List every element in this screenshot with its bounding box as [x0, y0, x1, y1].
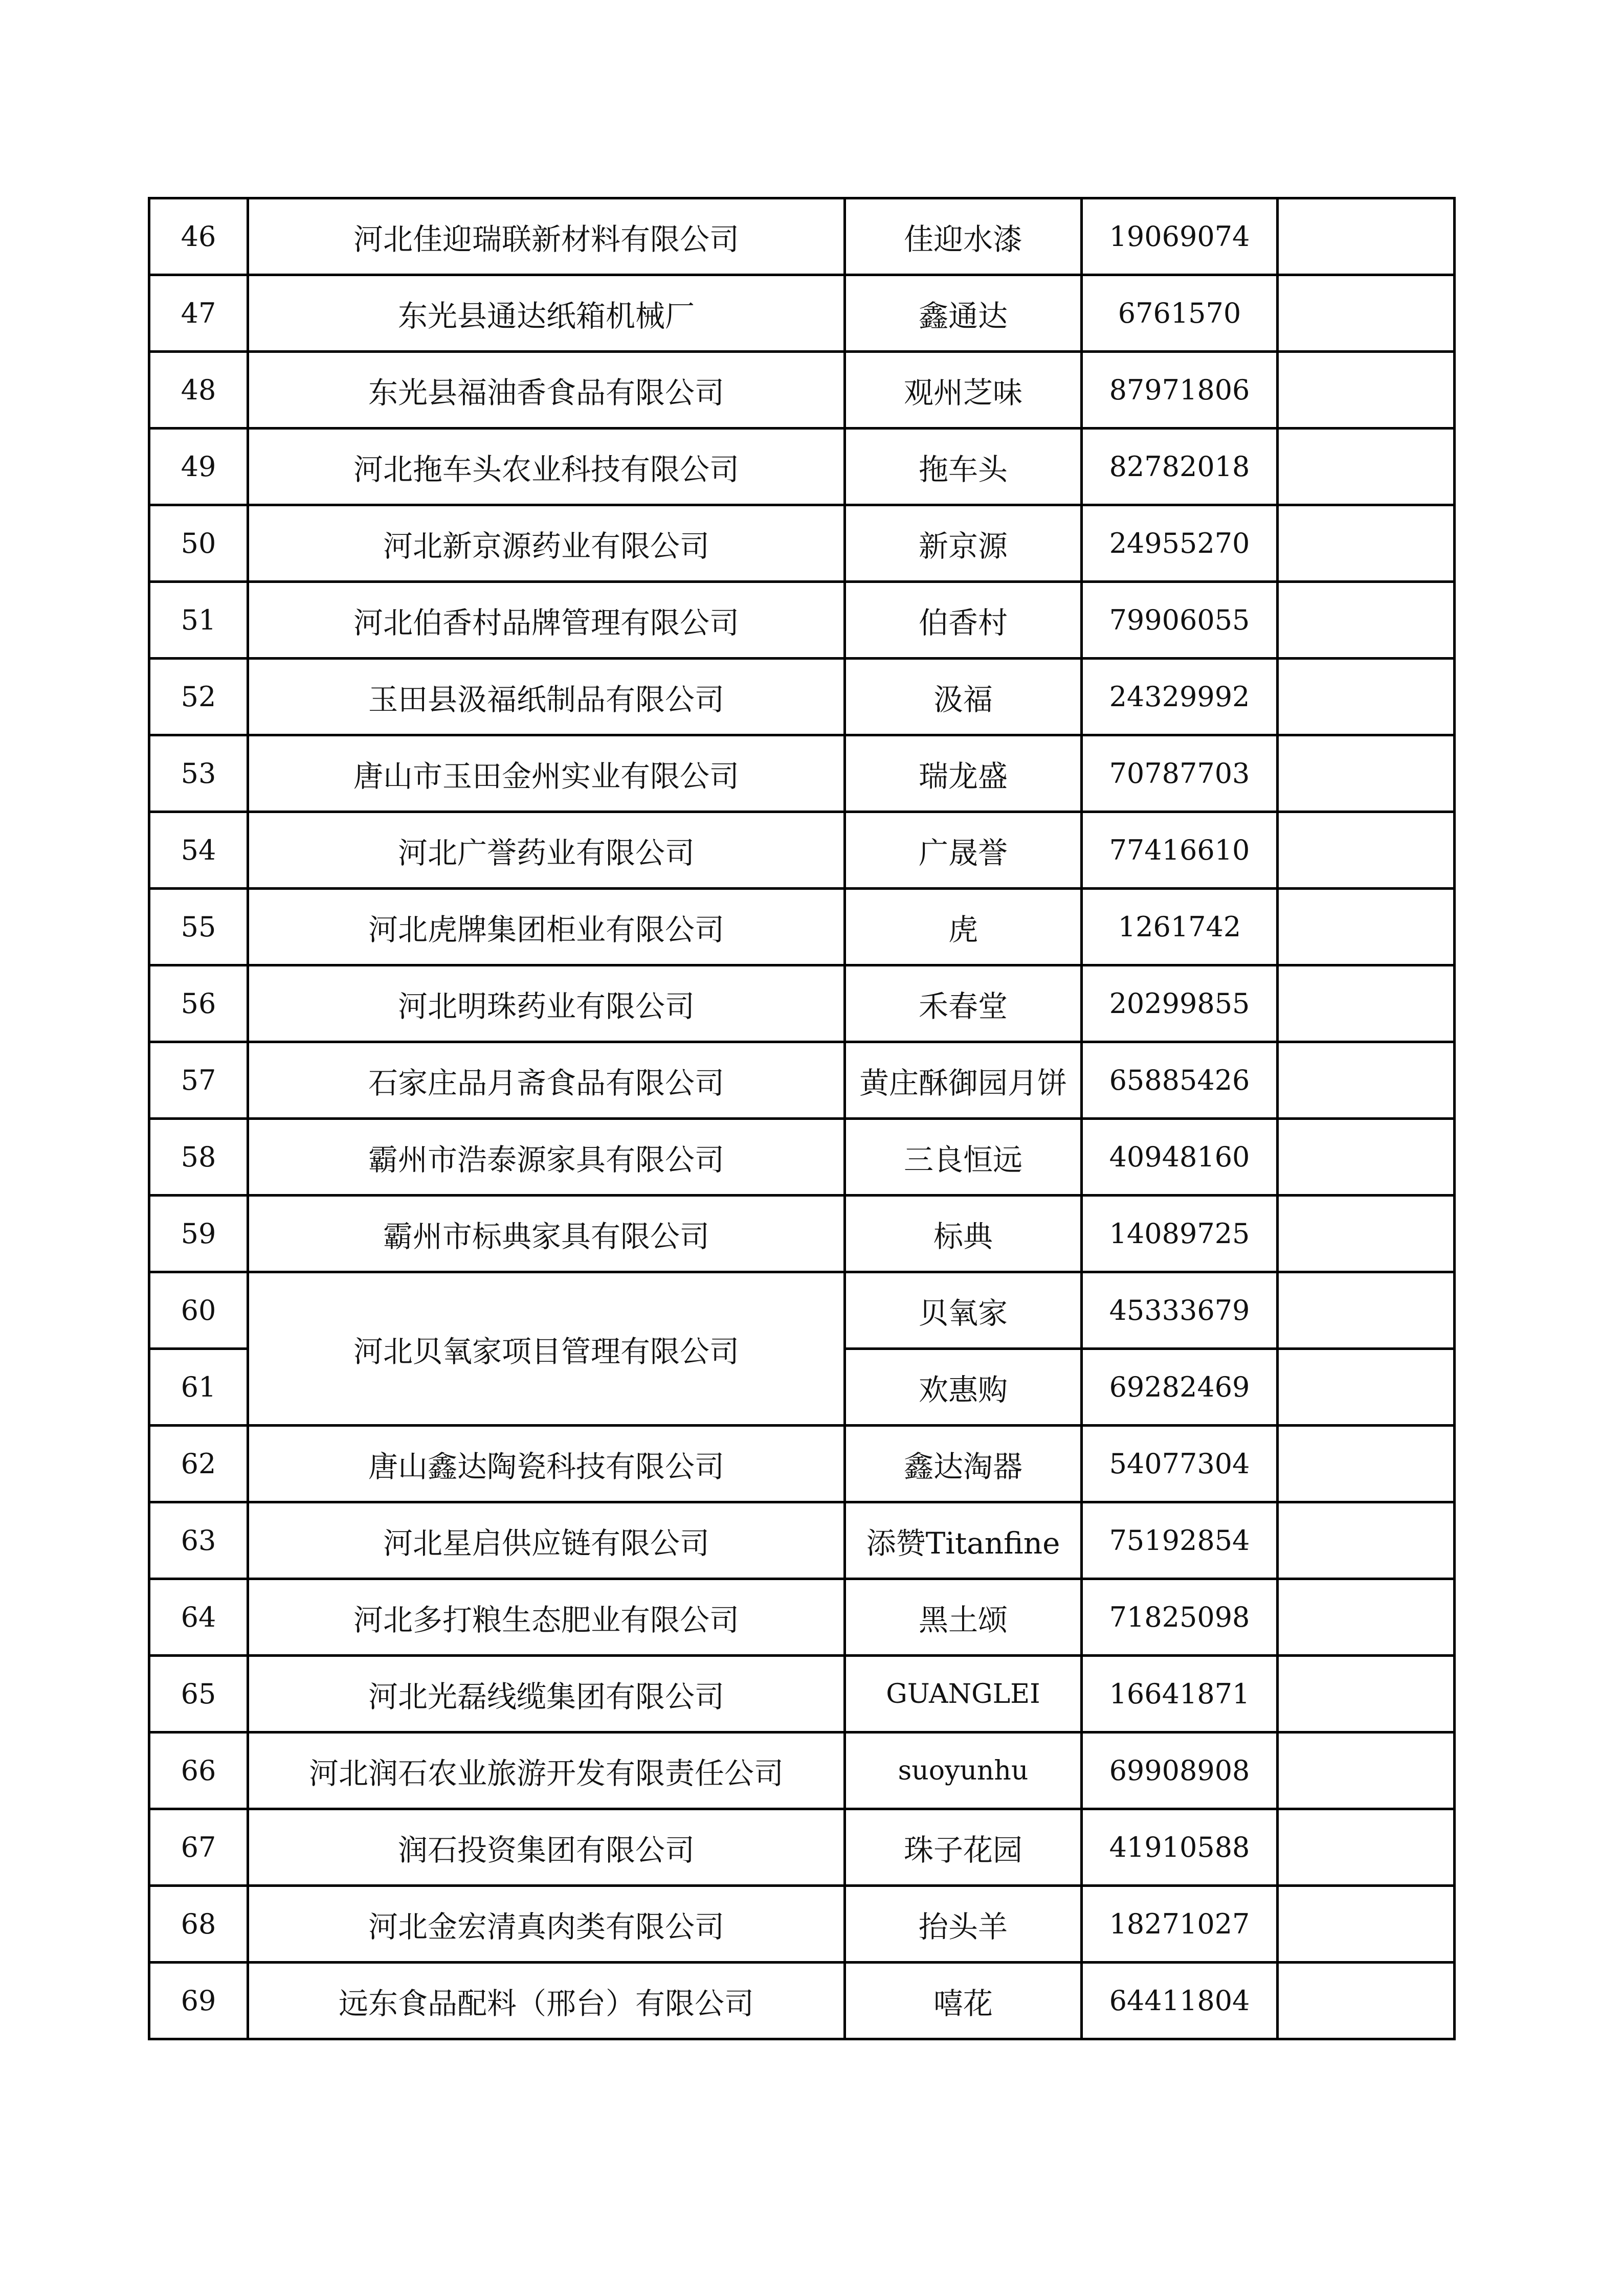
brand-name: 鑫通达	[845, 275, 1082, 352]
row-number: 58	[149, 1119, 248, 1196]
note-cell	[1278, 198, 1455, 275]
table-row	[149, 505, 1455, 582]
brand-name: 添赞Titanfine	[845, 1502, 1082, 1579]
brand-name: 三良恒远	[845, 1119, 1082, 1196]
row-number: 62	[149, 1426, 248, 1502]
registration-number: 71825098	[1082, 1579, 1278, 1656]
table-row	[149, 889, 1455, 965]
company-name: 霸州市标典家具有限公司	[248, 1196, 845, 1272]
brand-name: 佳迎水漆	[845, 198, 1082, 275]
brand-name: 拖车头	[845, 429, 1082, 505]
note-cell	[1278, 735, 1455, 812]
row-number: 69	[149, 1963, 248, 2039]
note-cell	[1278, 1272, 1455, 1349]
row-number: 48	[149, 352, 248, 429]
table-row	[149, 1119, 1455, 1196]
company-name: 石家庄品月斋食品有限公司	[248, 1042, 845, 1119]
company-name: 河北金宏清真肉类有限公司	[248, 1886, 845, 1963]
registration-number: 69908908	[1082, 1732, 1278, 1809]
row-number: 59	[149, 1196, 248, 1272]
company-name: 远东食品配料（邢台）有限公司	[248, 1963, 845, 2039]
registration-number: 40948160	[1082, 1119, 1278, 1196]
row-number: 68	[149, 1886, 248, 1963]
company-name: 河北润石农业旅游开发有限责任公司	[248, 1732, 845, 1809]
table-row	[149, 1579, 1455, 1656]
registration-number: 45333679	[1082, 1272, 1278, 1349]
table-body	[149, 198, 1455, 2039]
brand-name: 黑土颂	[845, 1579, 1082, 1656]
company-name: 东光县通达纸箱机械厂	[248, 275, 845, 352]
row-number: 50	[149, 505, 248, 582]
note-cell	[1278, 1963, 1455, 2039]
row-number: 55	[149, 889, 248, 965]
brand-name: 广晟誉	[845, 812, 1082, 889]
table-row	[149, 1272, 1455, 1349]
table-row	[149, 198, 1455, 275]
note-cell	[1278, 1656, 1455, 1732]
company-name: 唐山鑫达陶瓷科技有限公司	[248, 1426, 845, 1502]
registration-number: 19069074	[1082, 198, 1278, 275]
row-number: 61	[149, 1349, 248, 1426]
registration-number: 82782018	[1082, 429, 1278, 505]
registration-number: 1261742	[1082, 889, 1278, 965]
note-cell	[1278, 429, 1455, 505]
table-row	[149, 735, 1455, 812]
table-row	[149, 582, 1455, 659]
row-number: 54	[149, 812, 248, 889]
note-cell	[1278, 1042, 1455, 1119]
registration-number: 75192854	[1082, 1502, 1278, 1579]
note-cell	[1278, 275, 1455, 352]
row-number: 66	[149, 1732, 248, 1809]
table-row	[149, 1042, 1455, 1119]
brand-name: 虎	[845, 889, 1082, 965]
brand-name: 汲福	[845, 659, 1082, 735]
row-number: 51	[149, 582, 248, 659]
note-cell	[1278, 1426, 1455, 1502]
note-cell	[1278, 352, 1455, 429]
registration-number: 77416610	[1082, 812, 1278, 889]
company-name: 润石投资集团有限公司	[248, 1809, 845, 1886]
brand-name: 观州芝味	[845, 352, 1082, 429]
row-number: 65	[149, 1656, 248, 1732]
registration-number: 6761570	[1082, 275, 1278, 352]
table-row	[149, 352, 1455, 429]
registration-number: 24955270	[1082, 505, 1278, 582]
note-cell	[1278, 659, 1455, 735]
registration-number: 64411804	[1082, 1963, 1278, 2039]
row-number: 47	[149, 275, 248, 352]
registration-number: 87971806	[1082, 352, 1278, 429]
table-row	[149, 965, 1455, 1042]
note-cell	[1278, 812, 1455, 889]
note-cell	[1278, 1579, 1455, 1656]
registration-number: 79906055	[1082, 582, 1278, 659]
company-name: 河北虎牌集团柜业有限公司	[248, 889, 845, 965]
table-row	[149, 1963, 1455, 2039]
registration-number: 20299855	[1082, 965, 1278, 1042]
registration-number: 16641871	[1082, 1656, 1278, 1732]
brand-name: GUANGLEI	[845, 1656, 1082, 1732]
brand-name: 禾春堂	[845, 965, 1082, 1042]
company-name: 霸州市浩泰源家具有限公司	[248, 1119, 845, 1196]
company-name: 唐山市玉田金州实业有限公司	[248, 735, 845, 812]
table-row	[149, 1656, 1455, 1732]
registration-number: 65885426	[1082, 1042, 1278, 1119]
trademark-table	[148, 197, 1456, 2040]
registration-number: 69282469	[1082, 1349, 1278, 1426]
registration-number: 14089725	[1082, 1196, 1278, 1272]
company-name: 河北广誉药业有限公司	[248, 812, 845, 889]
brand-name: suoyunhu	[845, 1732, 1082, 1809]
company-name: 河北伯香村品牌管理有限公司	[248, 582, 845, 659]
note-cell	[1278, 1732, 1455, 1809]
brand-name: 标典	[845, 1196, 1082, 1272]
row-number: 46	[149, 198, 248, 275]
note-cell	[1278, 1119, 1455, 1196]
company-name: 河北明珠药业有限公司	[248, 965, 845, 1042]
table-row	[149, 275, 1455, 352]
row-number: 56	[149, 965, 248, 1042]
brand-name: 伯香村	[845, 582, 1082, 659]
company-name: 河北多打粮生态肥业有限公司	[248, 1579, 845, 1656]
note-cell	[1278, 1502, 1455, 1579]
row-number: 52	[149, 659, 248, 735]
brand-name: 抬头羊	[845, 1886, 1082, 1963]
brand-name: 嘻花	[845, 1963, 1082, 2039]
registration-number: 54077304	[1082, 1426, 1278, 1502]
row-number: 64	[149, 1579, 248, 1656]
note-cell	[1278, 965, 1455, 1042]
table-row	[149, 429, 1455, 505]
registration-number: 70787703	[1082, 735, 1278, 812]
table-row	[149, 812, 1455, 889]
company-name: 河北光磊线缆集团有限公司	[248, 1656, 845, 1732]
row-number: 63	[149, 1502, 248, 1579]
row-number: 60	[149, 1272, 248, 1349]
company-name: 河北佳迎瑞联新材料有限公司	[248, 198, 845, 275]
note-cell	[1278, 889, 1455, 965]
brand-name: 新京源	[845, 505, 1082, 582]
brand-name: 鑫达淘器	[845, 1426, 1082, 1502]
row-number: 49	[149, 429, 248, 505]
registration-number: 24329992	[1082, 659, 1278, 735]
table-row	[149, 1426, 1455, 1502]
registration-number: 18271027	[1082, 1886, 1278, 1963]
company-name: 河北贝氧家项目管理有限公司	[248, 1272, 845, 1426]
row-number: 67	[149, 1809, 248, 1886]
note-cell	[1278, 1886, 1455, 1963]
company-name: 东光县福油香食品有限公司	[248, 352, 845, 429]
brand-name: 欢惠购	[845, 1349, 1082, 1426]
note-cell	[1278, 582, 1455, 659]
company-name: 河北星启供应链有限公司	[248, 1502, 845, 1579]
note-cell	[1278, 505, 1455, 582]
table-row	[149, 1809, 1455, 1886]
company-name: 玉田县汲福纸制品有限公司	[248, 659, 845, 735]
table-row	[149, 1732, 1455, 1809]
note-cell	[1278, 1809, 1455, 1886]
brand-name: 瑞龙盛	[845, 735, 1082, 812]
note-cell	[1278, 1349, 1455, 1426]
table-row	[149, 1196, 1455, 1272]
row-number: 53	[149, 735, 248, 812]
company-name: 河北拖车头农业科技有限公司	[248, 429, 845, 505]
registration-number: 41910588	[1082, 1809, 1278, 1886]
note-cell	[1278, 1196, 1455, 1272]
brand-name: 贝氧家	[845, 1272, 1082, 1349]
row-number: 57	[149, 1042, 248, 1119]
table-row	[149, 1886, 1455, 1963]
brand-name: 珠子花园	[845, 1809, 1082, 1886]
company-name: 河北新京源药业有限公司	[248, 505, 845, 582]
brand-name: 黄庄酥御园月饼	[845, 1042, 1082, 1119]
table-row	[149, 1502, 1455, 1579]
table-row	[149, 659, 1455, 735]
